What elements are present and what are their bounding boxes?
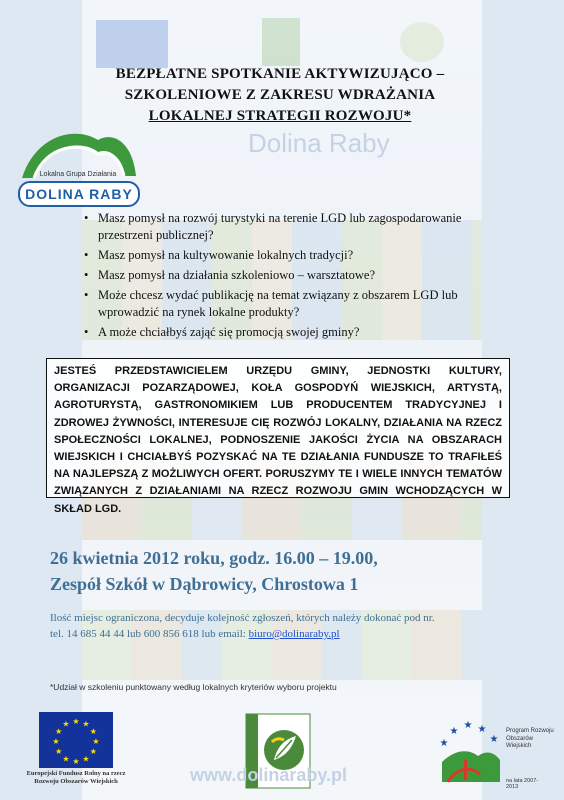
svg-text:★: ★ bbox=[463, 720, 473, 731]
website-watermark: www.dolinaraby.pl bbox=[190, 765, 348, 785]
info-line bbox=[50, 626, 520, 642]
prow-caption: Program Rozwoju Obszarów Wiejskich bbox=[506, 728, 554, 749]
title-line: SZKOLENIOWE Z ZAKRESU WDRAŻANIA bbox=[124, 87, 436, 103]
page-title bbox=[80, 64, 480, 127]
contact-phones: tel. 14 685 44 44 lub 600 856 618 lub email: bbox=[50, 628, 249, 640]
svg-text:★: ★ bbox=[55, 747, 63, 756]
eu-flag-icon bbox=[39, 712, 113, 768]
svg-text:★: ★ bbox=[62, 719, 70, 729]
registration-info bbox=[50, 610, 520, 642]
event-date: 26 kwietnia 2012 roku, godz. 16.00 – 19.00, bbox=[50, 548, 378, 568]
email-link[interactable]: biuro@dolinaraby.pl bbox=[248, 628, 340, 640]
lgd-dolina-raby-logo bbox=[16, 130, 140, 206]
info-line: Ilość miejsc ograniczona, decyduje kolejność zgłoszeń, których należy dokonać pod nr. bbox=[50, 612, 435, 624]
svg-text:★: ★ bbox=[89, 727, 97, 736]
faded-prow-logo bbox=[400, 22, 444, 62]
title-underlined: LOKALNEJ STRATEGII ROZWOJU* bbox=[148, 108, 412, 124]
svg-text:★: ★ bbox=[89, 747, 97, 756]
svg-text:★: ★ bbox=[477, 724, 487, 735]
logo-name: DOLINA RABY bbox=[18, 181, 140, 207]
footnote: *Udział w szkoleniu punktowany według lokalnych kryteriów wyboru projektu bbox=[50, 682, 337, 692]
list-item: • A może chciałbyś zająć się promocją swojej gminy? bbox=[84, 324, 484, 341]
prow-years: na lata 2007-2013 bbox=[506, 778, 539, 790]
faded-eu-flag-logo bbox=[96, 20, 168, 68]
logo-subtitle: Lokalna Grupa Działania bbox=[39, 171, 117, 178]
list-item: • Masz pomysł na kultywowanie lokalnych tradycji? bbox=[84, 247, 484, 264]
svg-text:★: ★ bbox=[449, 726, 459, 737]
list-item: • Może chcesz wydać publikację na temat związany z obszarem LGD lub wprowadzić na rynek lokalne produkty? bbox=[84, 287, 484, 321]
eu-fund-logo bbox=[26, 712, 126, 796]
svg-text:★: ★ bbox=[92, 737, 100, 746]
question-list bbox=[84, 210, 484, 344]
svg-text:★: ★ bbox=[82, 719, 90, 729]
title-line bbox=[80, 106, 480, 127]
eu-fund-caption: Europejski Fundusz Rolny na rzecz Rozwoju Obszarów Wiejskich bbox=[26, 770, 126, 785]
list-item: • Masz pomysł na rozwój turystyki na terenie LGD lub zagospodarowanie przestrzeni publicznej? bbox=[84, 210, 484, 244]
svg-text:★: ★ bbox=[72, 757, 80, 766]
svg-text:★: ★ bbox=[52, 737, 60, 746]
svg-text:★: ★ bbox=[489, 734, 499, 745]
dolina-raby-watermark: Dolina Raby bbox=[248, 128, 390, 158]
event-place: Zespół Szkół w Dąbrowicy, Chrostowa 1 bbox=[50, 574, 359, 594]
list-item: • Masz pomysł na działania szkoleniowo – warsztatowe? bbox=[84, 267, 484, 284]
faded-leader-logo bbox=[262, 18, 300, 66]
svg-text:★: ★ bbox=[439, 738, 449, 749]
target-audience-box: JESTEŚ PRZEDSTAWICIELEM URZĘDU GMINY, JEDNOSTKI KULTURY, ORGANIZACJI POZARZĄDOWEJ, KOŁA GOSPODYŃ WIEJSKICH, ARTYSTĄ, AGROTURYSTĄ, GASTRONOMIKIEM LUB PRODUCENTEM TRADYCYJNEJ I ZDROWEJ ŻYWNOŚCI, INTERESUJE CIĘ ROZWÓJ LOKALNY, DZIAŁANIA NA RZECZ SPOŁECZNOŚCI LOKALNEJ, PODNOSZENIE JAKOŚCI ŻYCIA NA OBSZARACH WIEJSKICH I CHCIAŁBYŚ POZYSKAĆ NA TE DZIAŁANIA FUNDUSZE TO TRAFIŁEŚ NA NAJLEPSZĄ Z MOŻLIWYCH OFERT. PORUSZYMY TE I WIELE INNYCH TEMATÓW ZWIĄZANYCH Z DZIAŁANIAMI NA RZECZ ROZWOJU GMIN WCHODZĄCYCH W SKŁAD LGD. bbox=[46, 358, 510, 498]
svg-text:★: ★ bbox=[72, 717, 80, 726]
prow-logo bbox=[434, 716, 554, 790]
svg-text:★: ★ bbox=[55, 727, 63, 736]
prow-stars-icon bbox=[434, 716, 506, 788]
title-line: BEZPŁATNE SPOTKANIE AKTYWIZUJĄCO – bbox=[115, 66, 445, 82]
svg-text:★: ★ bbox=[62, 754, 70, 764]
svg-text:★: ★ bbox=[82, 754, 90, 764]
